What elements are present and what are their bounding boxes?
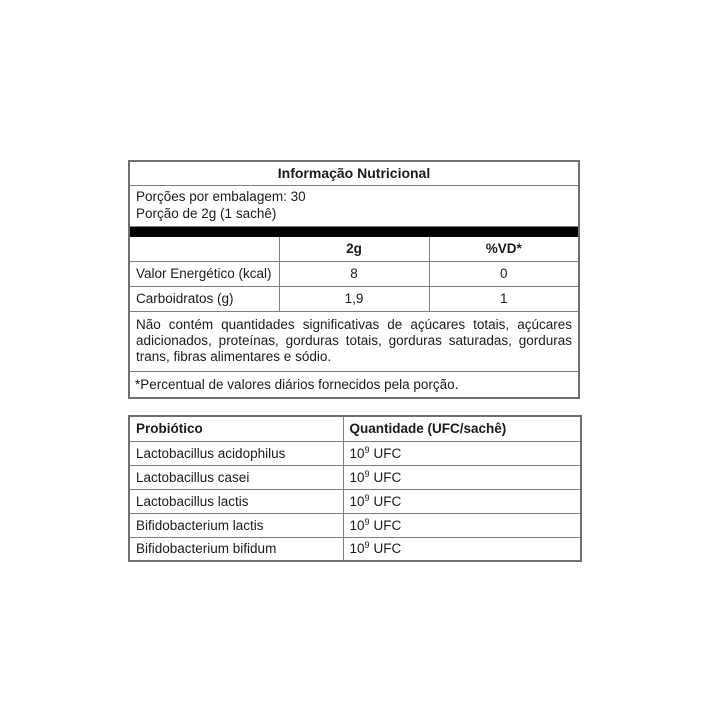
table-row (129, 226, 579, 236)
table-row (129, 286, 579, 311)
table-row (129, 371, 579, 398)
probiotic-name: Lactobacillus lactis (129, 489, 343, 513)
header-dv-cell: %VD* (429, 236, 579, 261)
quantity-exponent: 9 (364, 516, 370, 527)
quantity-exponent: 9 (364, 540, 370, 551)
table-row (129, 161, 579, 185)
probiotic-quantity (343, 513, 581, 537)
probiotic-quantity (343, 537, 581, 561)
nutrient-label: Valor Energético (kcal) (129, 261, 279, 286)
nutrient-label: Carboidratos (g) (129, 286, 279, 311)
table-row (129, 537, 581, 561)
quantity-unit: UFC (373, 517, 402, 533)
servings-info (129, 185, 579, 226)
table-row (129, 185, 579, 226)
probiotics-table (128, 415, 582, 562)
probiotic-name: Lactobacillus casei (129, 465, 343, 489)
quantity-base: 10 (349, 469, 365, 485)
quantity-exponent: 9 (364, 444, 370, 455)
quantity-unit: UFC (373, 445, 402, 461)
table-row (129, 465, 581, 489)
probiotic-name: Lactobacillus acidophilus (129, 441, 343, 465)
divider-bar (129, 226, 579, 236)
table-header-row (129, 416, 581, 441)
table-row (129, 489, 581, 513)
table-row (129, 261, 579, 286)
table-row (129, 513, 581, 537)
quantity-unit: UFC (373, 493, 402, 509)
nutrient-dv: 0 (429, 261, 579, 286)
quantity-base: 10 (349, 541, 365, 557)
probiotic-quantity (343, 465, 581, 489)
probiotic-quantity (343, 441, 581, 465)
quantity-unit: UFC (373, 541, 402, 557)
nutrition-table (128, 160, 580, 399)
quantity-exponent: 9 (364, 492, 370, 503)
nutrition-table-title: Informação Nutricional (129, 161, 579, 185)
nutrition-label (128, 160, 580, 562)
header-empty-cell (129, 236, 279, 261)
nutrient-amount: 1,9 (279, 286, 429, 311)
quantity-column-header: Quantidade (UFC/sachê) (343, 416, 581, 441)
table-row (129, 441, 581, 465)
table-header-row (129, 236, 579, 261)
probiotic-name: Bifidobacterium bifidum (129, 537, 343, 561)
serving-size: Porção de 2g (1 sachê) (136, 205, 277, 221)
quantity-base: 10 (349, 517, 365, 533)
nutrient-amount: 8 (279, 261, 429, 286)
quantity-exponent: 9 (364, 468, 370, 479)
quantity-base: 10 (349, 493, 365, 509)
header-amount-cell: 2g (279, 236, 429, 261)
servings-per-package: Porções por embalagem: 30 (136, 188, 306, 204)
probiotic-column-header: Probiótico (129, 416, 343, 441)
no-significant-amounts-note: Não contém quantidades significativas de açúcares totais, açúcares adicionados, proteínas, gorduras totais, gorduras saturadas, gorduras trans, fibras alimentares e sódio. (129, 311, 579, 371)
probiotic-quantity (343, 489, 581, 513)
quantity-unit: UFC (373, 469, 402, 485)
daily-values-footnote: *Percentual de valores diários fornecidos pela porção. (129, 371, 579, 398)
quantity-base: 10 (349, 445, 365, 461)
nutrient-dv: 1 (429, 286, 579, 311)
table-row (129, 311, 579, 371)
probiotic-name: Bifidobacterium lactis (129, 513, 343, 537)
